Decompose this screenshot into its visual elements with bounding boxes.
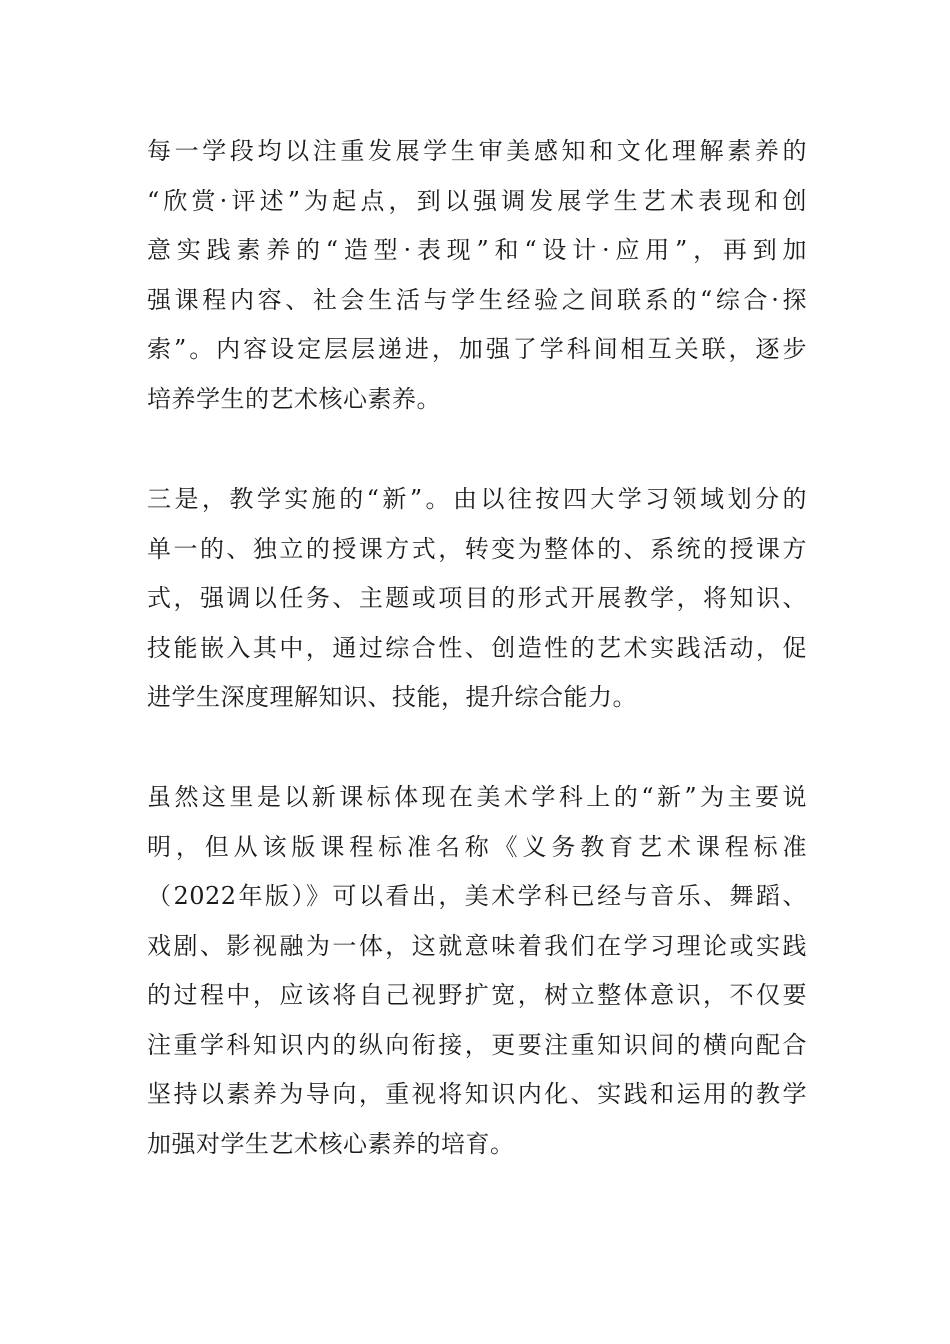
text-line: 虽然这里是以新课标体现在美术学科上的“新”为主要说: [147, 783, 807, 811]
text-line: （2022年版）》可以看出，美术学科已经与音乐、舞蹈、: [147, 882, 807, 910]
text-line: 三是，教学实施的“新”。由以往按四大学习领域划分的: [147, 485, 807, 513]
text-line: 明，但从该版课程标准名称《义务教育艺术课程标准: [147, 832, 807, 861]
text-line: 进学生深度理解知识、技能，提升综合能力。: [147, 683, 637, 711]
text-line: 单一的、独立的授课方式，转变为整体的、系统的授课方: [147, 534, 807, 563]
paragraph-3: [147, 773, 807, 1169]
text-line: 意实践素养的“造型·表现”和“设计·应用”，再到加: [147, 236, 807, 264]
text-line: “欣赏·评述”为起点，到以强调发展学生艺术表现和创: [147, 186, 807, 215]
text-line: 培养学生的艺术核心素养。: [147, 384, 441, 413]
text-line: 戏剧、影视融为一体，这就意味着我们在学习理论或实践: [147, 931, 807, 960]
text-line: 注重学科知识内的纵向衔接，更要注重知识间的横向配合: [147, 1030, 807, 1059]
text-line: 强课程内容、社会生活与学生经验之间联系的“综合·探: [147, 285, 807, 314]
text-line: 坚持以素养为导向，重视将知识内化、实践和运用的教学: [147, 1080, 807, 1108]
text-line: 加强对学生艺术核心素养的培育。: [147, 1129, 515, 1158]
text-line: 索”。内容设定层层递进，加强了学科间相互关联，逐步: [147, 335, 807, 363]
text-line: 的过程中，应该将自己视野扩宽，树立整体意识，不仅要: [147, 981, 807, 1009]
text-line: 式，强调以任务、主题或项目的形式开展教学，将知识、: [147, 584, 807, 612]
text-line: 技能嵌入其中，通过综合性、创造性的艺术实践活动，促: [147, 633, 807, 662]
paragraph-1: [147, 127, 807, 424]
paragraph-2: [147, 475, 807, 723]
text-line: 每一学段均以注重发展学生审美感知和文化理解素养的: [147, 137, 807, 165]
